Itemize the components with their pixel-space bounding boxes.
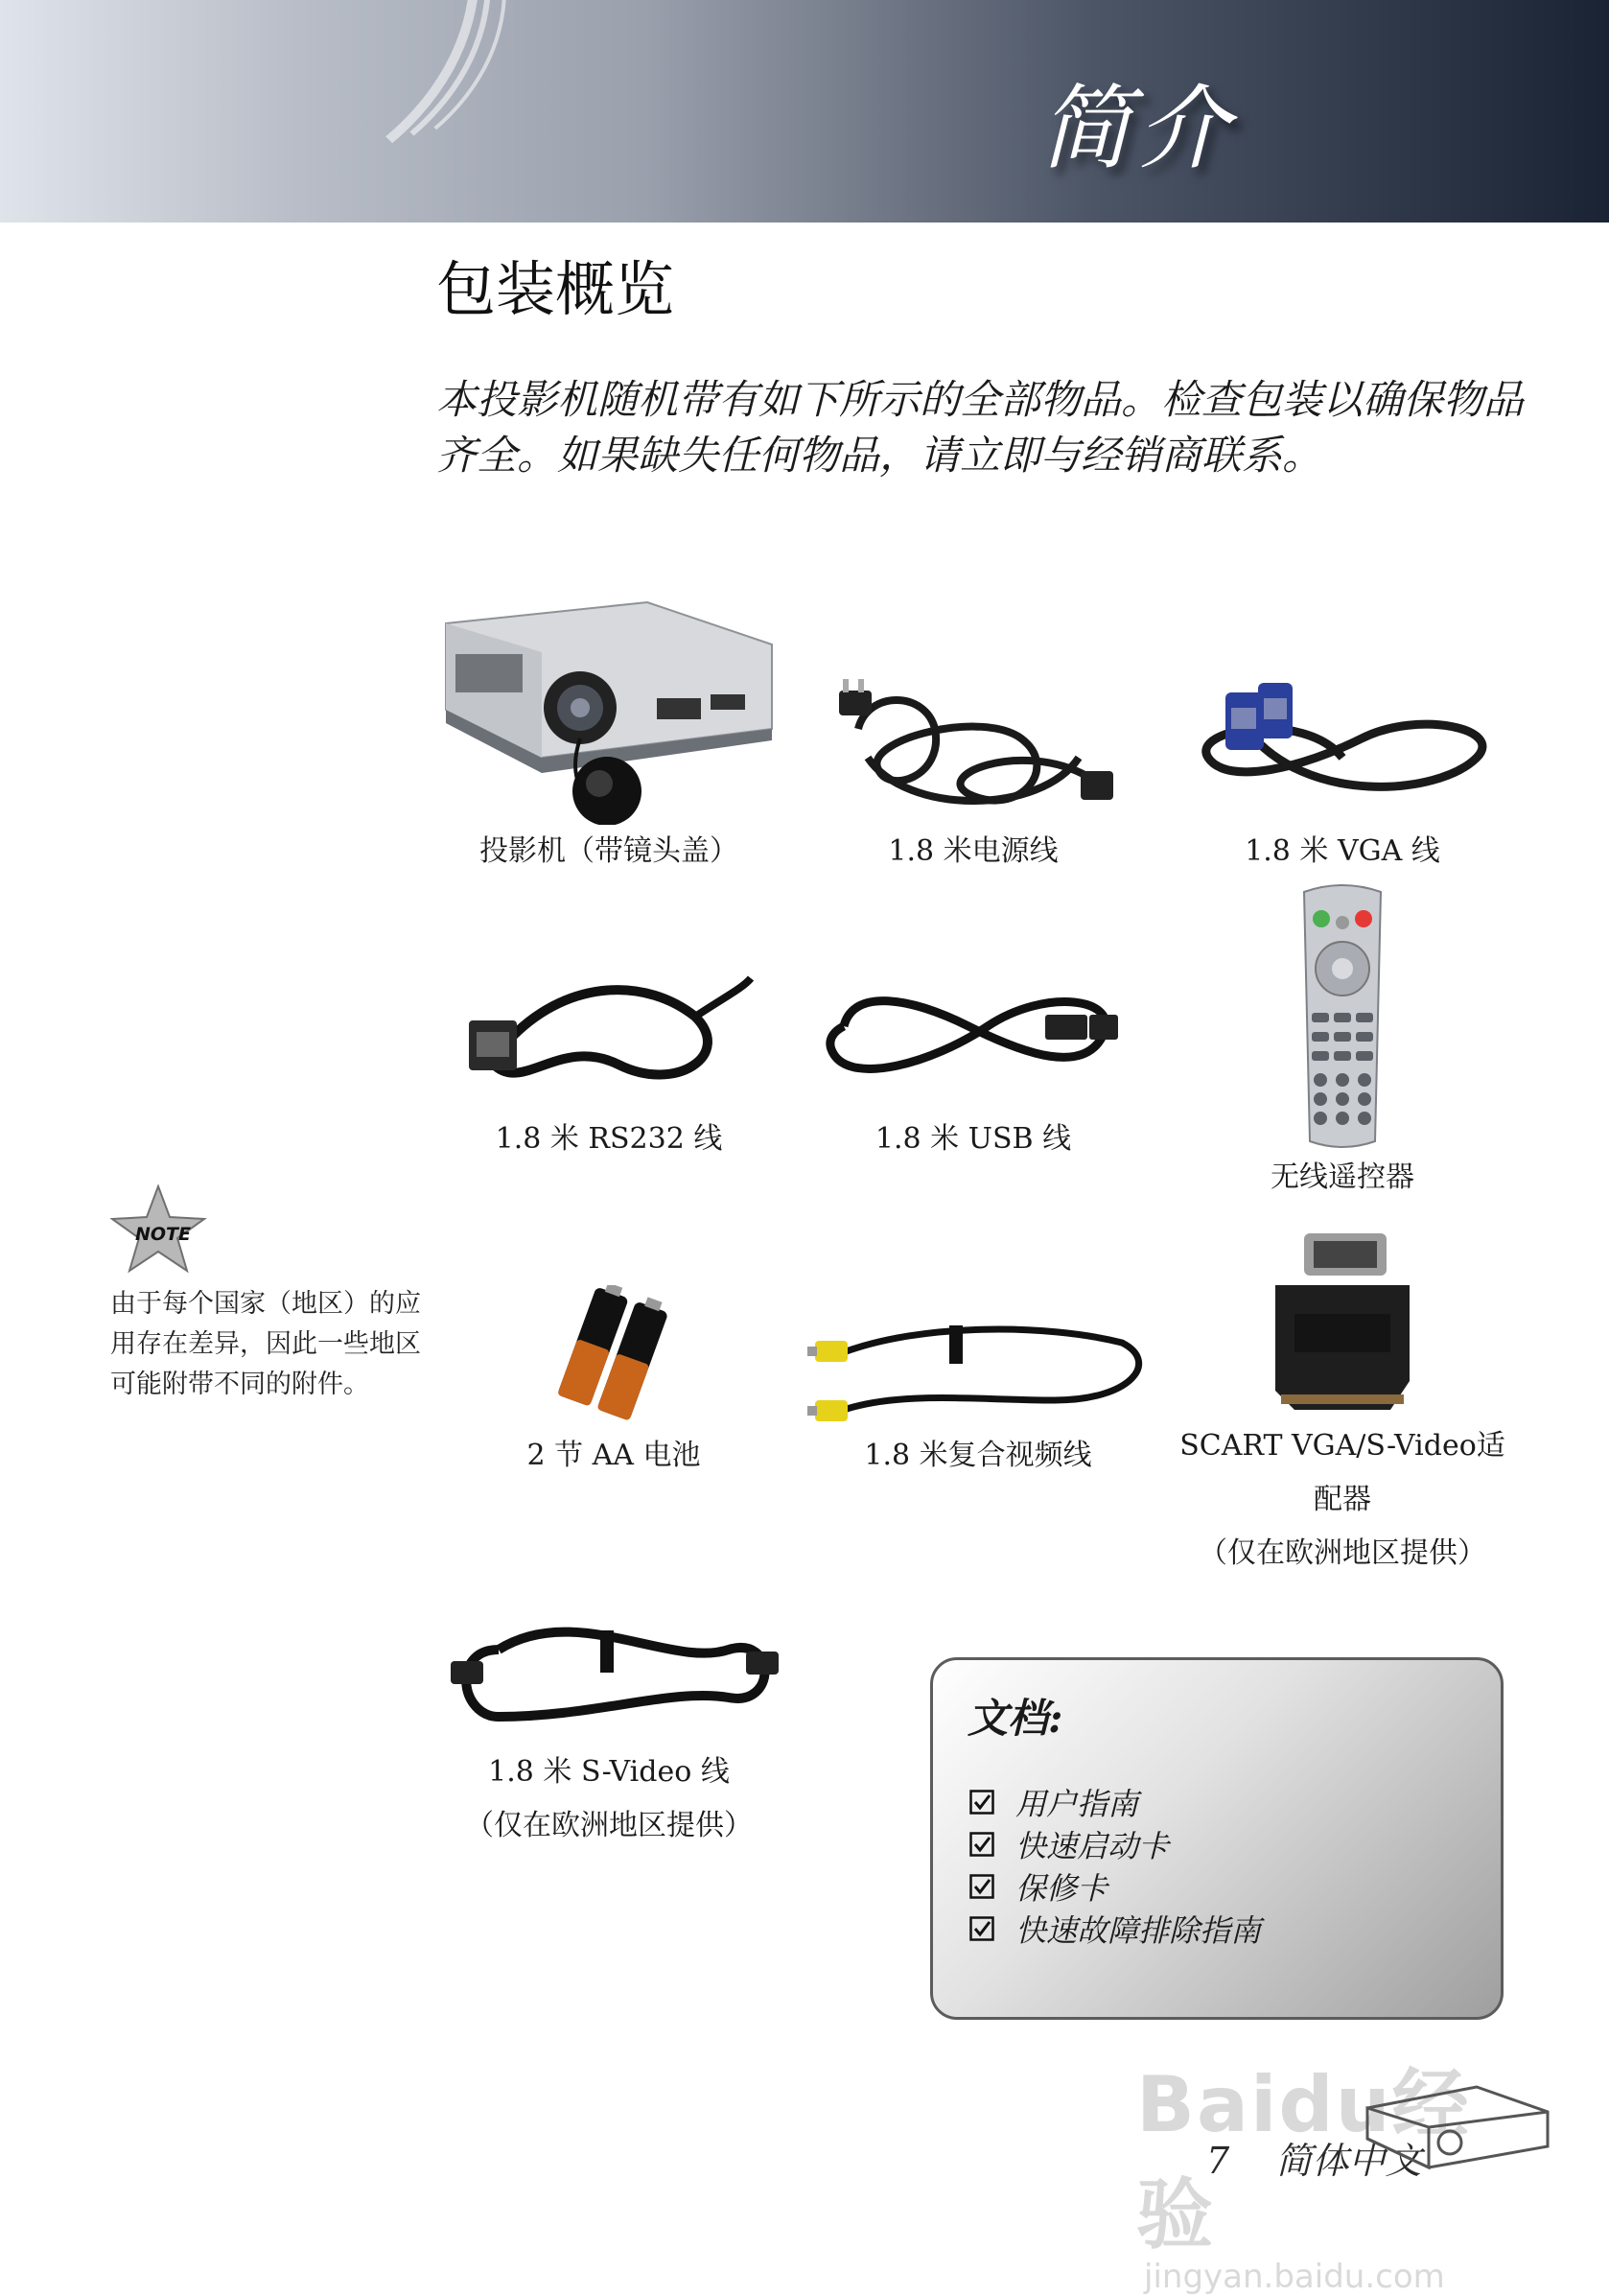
item-availability-note: （仅在欧洲地区提供） (465, 1809, 753, 1842)
documents-box (930, 1657, 1504, 2020)
page-number: 7 (1206, 2140, 1230, 2182)
power-cord-icon (829, 671, 1117, 825)
item-label: 1.8 米 S-Video 线 (488, 1755, 730, 1789)
scart-adapter-icon (1266, 1228, 1419, 1419)
header-title: 简介 (1039, 75, 1235, 182)
document-item (969, 1865, 1261, 1908)
item-label: 1.8 米 RS232 线 (495, 1122, 723, 1156)
item-label-2: 配器 (1314, 1483, 1371, 1516)
footer-projector-icon (1362, 2079, 1553, 2175)
vga-cable-icon (1189, 671, 1496, 825)
item-label: 1.8 米 USB 线 (874, 1122, 1072, 1156)
item-power-cord (815, 671, 1131, 879)
checkbox-checked-icon (969, 1916, 994, 1941)
item-label: SCART VGA/S-Video适 (1179, 1429, 1505, 1463)
document-label: 保修卡 (1015, 1870, 1108, 1907)
item-projector (436, 595, 781, 879)
document-label: 快速故障排除指南 (1015, 1912, 1262, 1949)
note-star-icon (110, 1184, 216, 1277)
item-label: 无线遥控器 (1271, 1160, 1414, 1194)
svideo-cable-icon (441, 1611, 786, 1745)
document-item (969, 1908, 1261, 1950)
battery-icon (547, 1285, 681, 1429)
projector-icon (436, 595, 781, 825)
item-label: 投影机（带镜头盖） (479, 834, 738, 868)
item-label: 1.8 米 VGA 线 (1245, 834, 1440, 868)
note-block (110, 1184, 436, 1405)
composite-cable-icon (805, 1314, 1160, 1429)
documents-list (969, 1781, 1261, 1950)
document-item (969, 1823, 1261, 1865)
item-label: 1.8 米复合视频线 (864, 1439, 1092, 1472)
item-label: 1.8 米电源线 (888, 834, 1059, 868)
document-label: 用户指南 (1015, 1786, 1139, 1822)
document-item (969, 1781, 1261, 1823)
item-batteries (475, 1285, 753, 1483)
checkbox-checked-icon (969, 1832, 994, 1857)
item-label: 2 节 AA 电池 (526, 1439, 701, 1472)
item-usb-cable (815, 959, 1131, 1166)
header-banner (0, 0, 1609, 223)
item-svideo-cable (441, 1611, 777, 1853)
item-scart-adapter (1151, 1228, 1534, 1581)
watermark-logo-text: Baidu经验 (1136, 2060, 1471, 2260)
item-vga-cable (1175, 671, 1510, 879)
section-title: 包装概览 (436, 254, 675, 324)
item-remote (1179, 882, 1505, 1205)
item-rs232-cable (446, 959, 772, 1166)
item-composite-cable (805, 1314, 1151, 1483)
rs232-cable-icon (455, 959, 762, 1113)
intro-text: 本投影机随机带有如下所示的全部物品。检查包装以确保物品齐全。如果缺失任何物品，请立即与经销商联系。 (436, 376, 1525, 479)
remote-control-icon (1285, 882, 1400, 1151)
footer-language: 简体中文 (1275, 2140, 1422, 2182)
item-availability-note: （仅在欧洲地区提供） (1199, 1536, 1486, 1570)
document-label: 快速启动卡 (1015, 1828, 1170, 1864)
watermark-url: jingyan.baidu.com (1144, 2258, 1445, 2296)
documents-title: 文档: (968, 1695, 1063, 1742)
usb-cable-icon (815, 959, 1131, 1113)
note-icon-label: NOTE (135, 1224, 191, 1245)
checkbox-checked-icon (969, 1790, 994, 1815)
checkbox-checked-icon (969, 1874, 994, 1899)
note-text: 由于每个国家（地区）的应用存在差异，因此一些地区可能附带不同的附件。 (110, 1289, 421, 1399)
